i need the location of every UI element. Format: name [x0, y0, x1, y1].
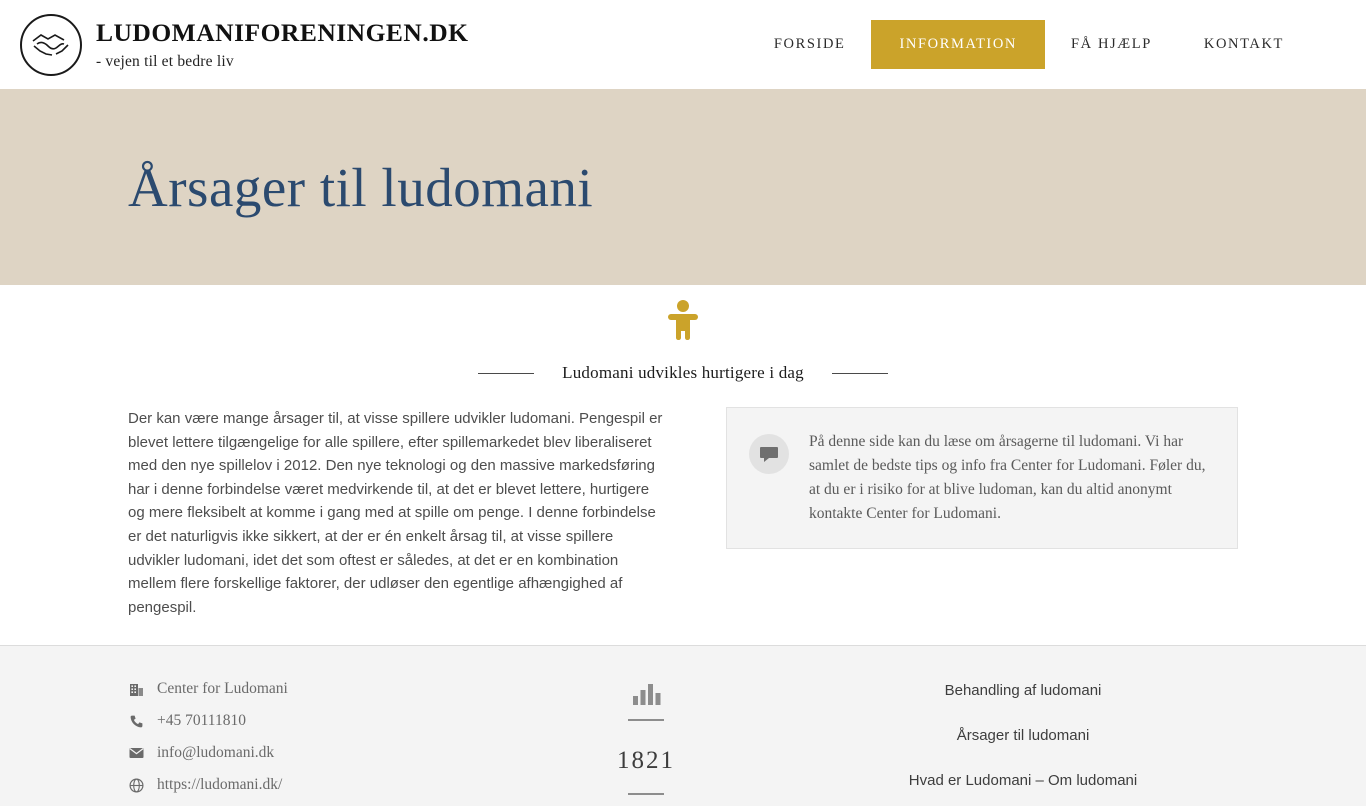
contact-row-email[interactable] — [128, 744, 516, 762]
section-title: Ludomani udvikles hurtigere i dag — [562, 363, 804, 382]
nav-item-fa-hjaelp[interactable]: FÅ HJÆLP — [1070, 36, 1152, 52]
envelope-icon — [128, 745, 145, 762]
speech-bubble-icon — [749, 434, 789, 474]
stats-divider-bottom — [628, 793, 664, 795]
sidebar-area — [726, 407, 1238, 619]
site-footer — [0, 645, 1366, 806]
article-paragraph: Der kan være mange årsager til, at visse spillere udvikler ludomani. Pengespil er blevet lettere tilgængelige for alle spillere, efter spillemarkedet blev liberaliseret med den nye spillelov i 2012. Den nye teknologi og den massive markedsføring har i denne forbindelse været medvirkende til, at det er blevet lettere, hurtigere og mere fleksibelt at komme i gang med at spille om penge. I denne forbindelse er det naturligvis ikke sikkert, at der er én enkelt årsag til, at visse spillere udvikler ludomani, idet det som oftest er således, at det er en kombination mellem flere forskellige faktorer, der udløser den egentlige afhængighed af pengespil. — [128, 410, 663, 616]
contact-website[interactable]: https://ludomani.dk/ — [157, 776, 283, 794]
nav-item-forside[interactable]: FORSIDE — [773, 36, 846, 52]
footer-link-behandling[interactable]: Behandling af ludomani — [944, 682, 1102, 700]
handshake-circle-icon — [20, 14, 82, 76]
notice-box — [726, 407, 1238, 549]
contact-email[interactable]: info@ludomani.dk — [157, 744, 275, 762]
divider-left — [478, 373, 534, 374]
phone-icon — [128, 713, 145, 730]
content-area — [0, 383, 1366, 619]
nav-item-information[interactable]: INFORMATION — [871, 20, 1045, 69]
notice-text: På denne side kan du læse om årsagerne til ludomani. Vi har samlet de bedste tips og info fra Center for Ludomani. Føler du, at du er i risiko for at blive ludoman, kan du altid anonymt kontakte Center for Ludomani. — [809, 433, 1206, 522]
stats-number: 1821 — [617, 747, 675, 775]
page-title: Årsager til ludomani — [128, 156, 594, 218]
section-header — [0, 285, 1366, 383]
contact-row-website[interactable] — [128, 776, 516, 794]
contact-organisation: Center for Ludomani — [157, 680, 288, 698]
contact-phone[interactable]: +45 70111810 — [157, 712, 246, 730]
building-icon — [128, 681, 145, 698]
person-figure-icon — [663, 299, 703, 341]
article-body — [128, 407, 669, 619]
nav-item-kontakt[interactable]: KONTAKT — [1203, 36, 1284, 52]
bar-chart-icon — [516, 680, 776, 713]
contact-row-phone[interactable] — [128, 712, 516, 730]
footer-links — [776, 680, 1270, 806]
hero-banner — [0, 89, 1366, 285]
footer-link-aarsager[interactable]: Årsager til ludomani — [956, 727, 1090, 745]
stats-divider-top — [628, 719, 664, 721]
divider-right — [832, 373, 888, 374]
brand-logo[interactable] — [20, 14, 468, 76]
brand-tagline: - vejen til et bedre liv — [96, 52, 234, 70]
main-nav — [748, 20, 1310, 69]
footer-contact — [96, 680, 516, 806]
contact-row-organisation — [128, 680, 516, 698]
site-header — [0, 0, 1366, 89]
brand-title: LUDOMANIFORENINGEN.DK — [96, 18, 469, 47]
footer-link-hvad-er-ludomani[interactable]: Hvad er Ludomani – Om ludomani — [908, 772, 1138, 790]
footer-stats — [516, 680, 776, 806]
globe-icon — [128, 777, 145, 794]
